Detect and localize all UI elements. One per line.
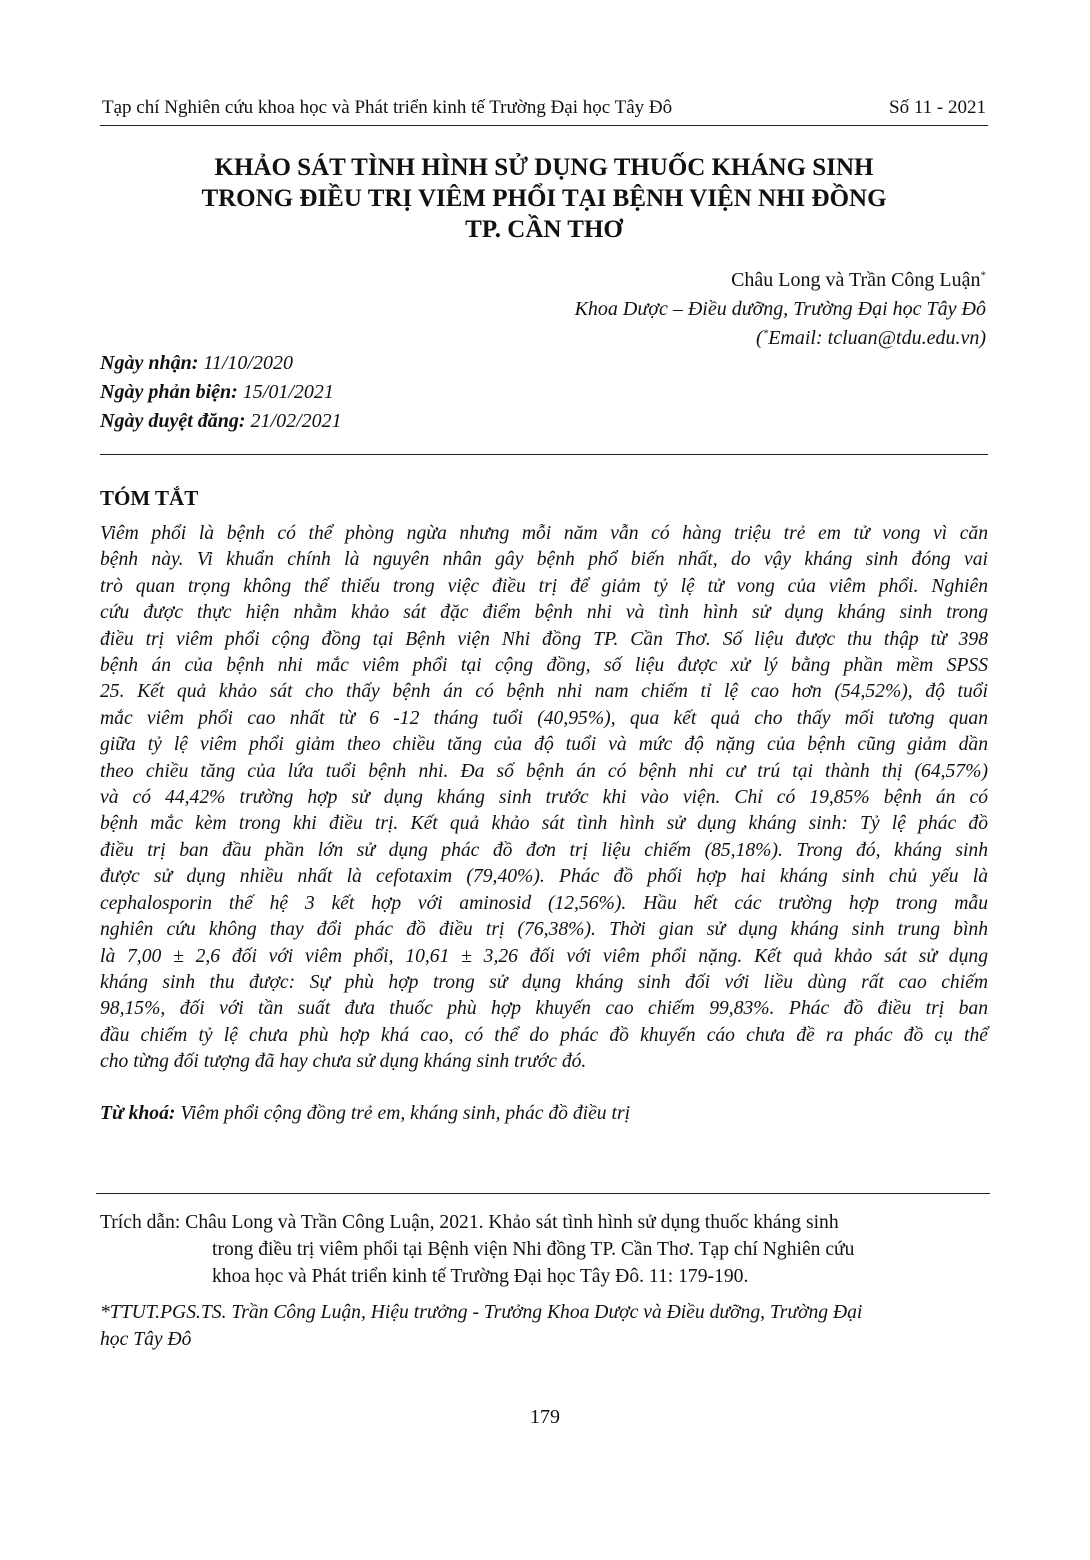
author-affiliation: Khoa Dược – Điều dưỡng, Trường Đại học Tây Đô xyxy=(574,298,986,320)
abstract-line: kháng sinh thu được: Sự phù hợp trong sử dụng kháng sinh đối với liều dùng rất cao chiếm xyxy=(100,971,988,993)
citation-line: trong điều trị viêm phổi tại Bệnh viện Nhi đồng TP. Cần Thơ. Tạp chí Nghiên cứu xyxy=(212,1239,855,1260)
abstract-line: Viêm phổi là bệnh có thể phòng ngừa nhưng mỗi năm vẫn có hàng triệu trẻ em tử vong vì căn xyxy=(100,523,988,544)
abstract-line: 98,15%, đối với tần suất đưa thuốc phù hợp khuyến cao chiếm 99,83%. Phác đồ điều trị ban xyxy=(100,998,988,1020)
title-line: TP. CẦN THƠ xyxy=(465,216,623,243)
abstract-body xyxy=(100,521,988,1076)
author-footnote xyxy=(100,1299,990,1353)
issue-number: Số 11 - 2021 xyxy=(889,97,986,118)
abstract-line: nghiên cứu không thay đổi phác đồ điều trị (76,38%). Thời gian sử dụng kháng sinh trung bình xyxy=(100,919,988,941)
abstract-line: là 7,00 ± 2,6 đối với viêm phổi, 10,61 ± 3,26 đối với viêm phổi nặng. Kết quả khảo sát sử dụng xyxy=(100,945,988,967)
author-block xyxy=(575,266,986,353)
abstract-line: được sử dụng nhiều nhất là cefotaxim (79,40%). Phác đồ phối hợp hai kháng sinh chủ yếu là xyxy=(100,866,988,888)
citation-line: Trích dẫn: Châu Long và Trần Công Luận, 2021. Khảo sát tình hình sử dụng thuốc kháng sinh xyxy=(100,1212,839,1233)
abstract-line: 25. Kết quả khảo sát cho thấy bệnh án có bệnh nhi nam chiếm tỉ lệ cao hơn (54,52%), độ tuổi xyxy=(100,681,988,703)
abstract-line: bệnh án của bệnh nhi mắc viêm phổi tại cộng đồng, số liệu được xử lý bằng phần mềm SPSS xyxy=(100,655,988,677)
abstract-line: bệnh mắc kèm trong khi điều trị. Kết quả khảo sát tình hình sử dụng kháng sinh: Tỷ lệ phác đồ xyxy=(100,813,988,835)
abstract-line: trò quan trọng không thể thiếu trong việc điều trị để giảm tỷ lệ tử vong của viêm phổi. Nghiên xyxy=(100,575,988,597)
abstract-line: điều trị viêm phổi cộng đồng tại Bệnh viện Nhi đồng TP. Cần Thơ. Số liệu được thu thập từ 398 xyxy=(100,628,988,650)
journal-name: Tạp chí Nghiên cứu khoa học và Phát triển kinh tế Trường Đại học Tây Đô xyxy=(102,97,673,118)
footnote-line: học Tây Đô xyxy=(100,1329,192,1350)
abstract-line: đầu chiếm tỷ lệ chưa phù hợp khá cao, có thể do phác đồ khuyến cáo chưa đề ra phác đồ cụ thể xyxy=(100,1024,988,1046)
divider xyxy=(100,454,988,455)
author-names: Châu Long và Trần Công Luận* xyxy=(731,269,986,291)
author-email: (*Email: tcluan@tdu.edu.vn) xyxy=(756,327,986,349)
paper-title xyxy=(100,152,988,245)
footnote-divider xyxy=(96,1193,990,1194)
title-line: TRONG ĐIỀU TRỊ VIÊM PHỔI TẠI BỆNH VIỆN NHI ĐỒNG xyxy=(201,185,887,212)
date-received: Ngày nhận: 11/10/2020 xyxy=(100,352,293,374)
footnote-line: *TTUT.PGS.TS. Trần Công Luận, Hiệu trưởng - Trưởng Khoa Dược và Điều dưỡng, Trường Đại xyxy=(100,1302,863,1323)
abstract-heading: TÓM TẮT xyxy=(100,486,199,510)
abstract-line: cephalosporin thế hệ 3 kết hợp với aminosid (12,56%). Hầu hết các trường hợp trong mẫu xyxy=(100,892,988,914)
citation-line: khoa học và Phát triển kinh tế Trường Đại học Tây Đô. 11: 179-190. xyxy=(212,1266,749,1287)
abstract-line: cho từng đối tượng đã hay chưa sử dụng kháng sinh trước đó. xyxy=(100,1051,587,1073)
abstract-line: mắc viêm phổi cao nhất từ 6 -12 tháng tuổi (40,95%), qua kết quả cho thấy mối tương quan xyxy=(100,707,988,729)
abstract-line: điều trị ban đầu phần lớn sử dụng phác đồ đơn trị liệu chiếm (85,18%). Trong đó, kháng sinh xyxy=(100,839,988,861)
date-reviewed: Ngày phản biện: 15/01/2021 xyxy=(100,381,334,403)
running-header xyxy=(100,97,988,126)
keywords: Từ khoá: Viêm phổi cộng đồng trẻ em, kháng sinh, phác đồ điều trị xyxy=(100,1103,631,1124)
abstract-line: giữa tỷ lệ viêm phổi giảm theo chiều tăng của độ tuổi và mức độ nặng của bệnh cũng giảm dần xyxy=(100,734,988,756)
title-line: KHẢO SÁT TÌNH HÌNH SỬ DỤNG THUỐC KHÁNG SINH xyxy=(214,154,874,181)
abstract-line: theo chiều tăng của lứa tuổi bệnh nhi. Đa số bệnh án có bệnh nhi cư trú tại thành thị (64,57%) xyxy=(100,760,988,782)
abstract-line: và có 44,42% trường hợp sử dụng kháng sinh trước khi vào viện. Chỉ có 19,85% bệnh án có xyxy=(100,787,988,809)
date-accepted: Ngày duyệt đăng: 21/02/2021 xyxy=(100,410,342,432)
abstract-line: cứu được thực hiện nhằm khảo sát đặc điểm bệnh nhi và tình hình sử dụng kháng sinh trong xyxy=(100,602,988,624)
submission-dates xyxy=(100,349,342,436)
citation xyxy=(100,1209,990,1290)
abstract-line: bệnh này. Vi khuẩn chính là nguyên nhân gây bệnh phổ biến nhất, do vậy kháng sinh đóng vai xyxy=(100,549,988,571)
page-number: 179 xyxy=(530,1406,560,1428)
